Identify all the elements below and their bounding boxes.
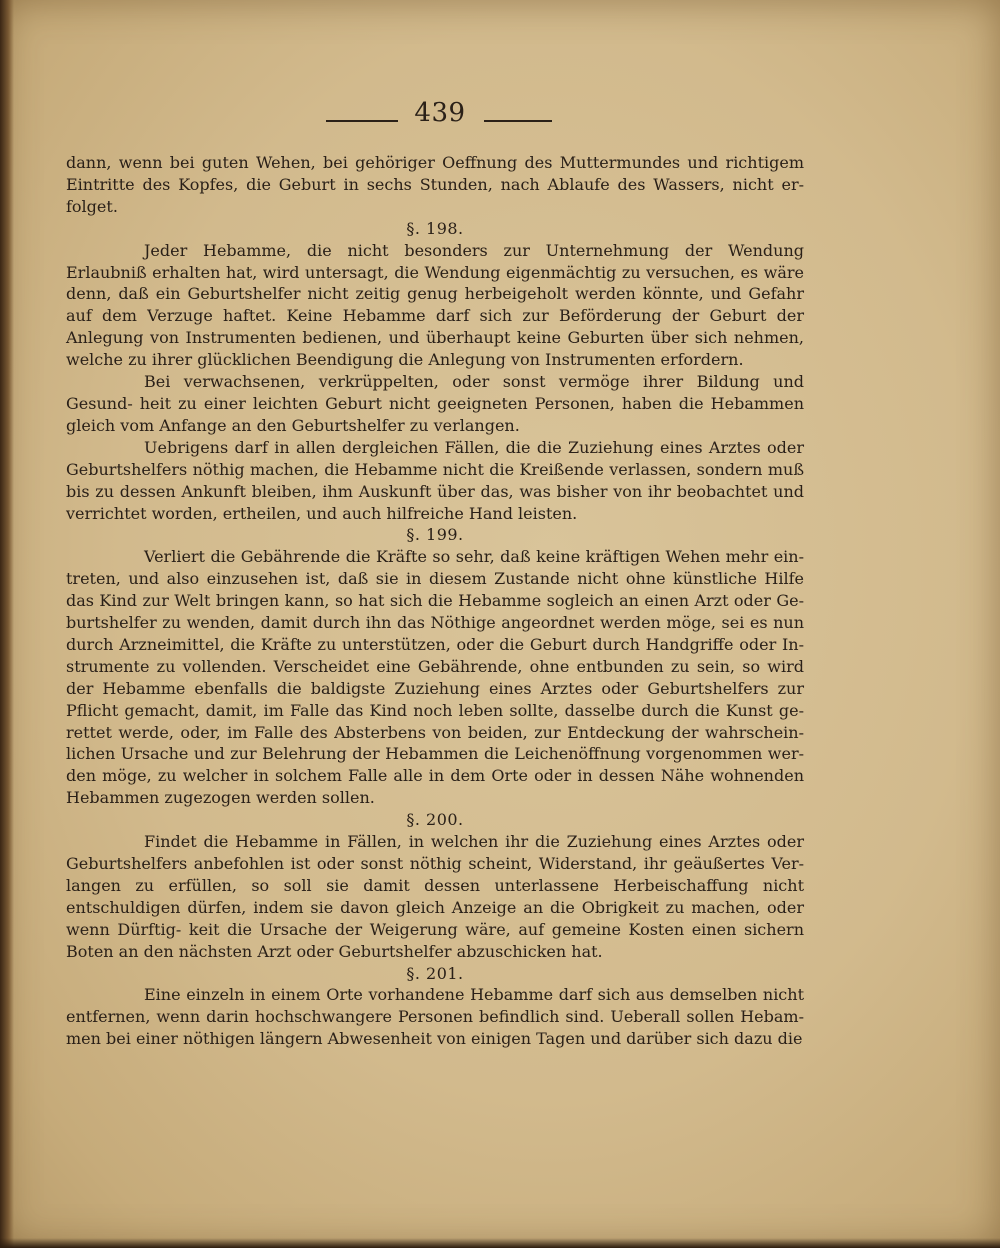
body-text	[66, 152, 804, 1050]
page-bottom-shadow	[0, 1238, 1000, 1248]
paragraph: Verliert die Gebährende die Kräfte so sehr, daß keine kräftigen Wehen mehr ein- treten, und also einzusehen ist, daß sie in diesem Zustande nicht ohne künstliche Hilfe das Kind zur Welt bringen kann, so hat sich die Hebamme sogleich an einen Arzt oder Ge- burtshelfer zu wenden, damit durch ihn das Nöthige angeordnet werden möge, sei es nun durch Arzneimittel, die Kräfte zu unterstützen, oder die Geburt durch Handgriffe oder In- strumente zu vollenden. Verscheidet eine Gebährende, ohne entbunden zu sein, so wird der Hebamme ebenfalls die baldigste Zuziehung eines Arztes oder Geburtshelfers zur Pflicht gemacht, damit, im Falle das Kind noch leben sollte, dasselbe durch die Kunst ge- rettet werde, oder, im Falle des Absterbens von beiden, zur Entdeckung der wahrschein- lichen Ursache und zur Belehrung der Hebammen die Leichenöffnung vorgenommen wer- den möge, zu welcher in solchem Falle alle in dem Orte oder in dessen Nähe wohnenden Hebammen zugezogen werden sollen.	[66, 547, 804, 808]
paragraph: Findet die Hebamme in Fällen, in welchen ihr die Zuziehung eines Arztes oder Geburtshelfers anbefohlen ist oder sonst nöthig scheint, Widerstand, ihr geäußertes Ver- langen zu erfüllen, so soll sie damit dessen unterlassene Herbeischaffung nicht entschuldigen dürfen, indem sie davon gleich Anzeige an die Obrigkeit zu machen, oder wenn Dürftig- keit die Ursache der Weigerung wäre, auf gemeine Kosten einen sichern Boten an den nächsten Arzt oder Geburtshelfer abzuschicken hat.	[66, 832, 804, 961]
section-heading-198: §. 198.	[406, 218, 464, 238]
page-header	[0, 98, 1000, 138]
section-heading-199: §. 199.	[406, 525, 464, 545]
paragraph: Bei verwachsenen, verkrüppelten, oder sonst vermöge ihrer Bildung und Gesund- heit zu einer leichten Geburt nicht geeigneten Personen, haben die Hebammen gleich vom Anfange an den Geburtshelfer zu verlangen.	[66, 372, 804, 435]
page-number: 439	[414, 98, 466, 128]
page-edge-shadow	[0, 0, 14, 1248]
paragraph: Uebrigens darf in allen dergleichen Fällen, die die Zuziehung eines Arztes oder Geburtshelfers nöthig machen, die Hebamme nicht die Kreißende verlassen, sondern muß bis zu dessen Ankunft bleiben, ihm Auskunft über das, was bisher von ihr beobachtet und verrichtet worden, ertheilen, und auch hilfreiche Hand leisten.	[66, 437, 804, 523]
header-rule-right	[484, 120, 552, 122]
paragraph: Jeder Hebamme, die nicht besonders zur Unternehmung der Wendung Erlaubniß erhalten hat, wird untersagt, die Wendung eigenmächtig zu versuchen, es wäre denn, daß ein Geburtshelfer nicht zeitig genug herbeigeholt werden könnte, und Gefahr auf dem Verzuge haftet. Keine Hebamme darf sich zur Beförderung der Geburt der Anlegung von Instrumenten bedienen, und überhaupt keine Geburten über sich nehmen, welche zu ihrer glücklichen Beendigung die Anlegung von Instrumenten erfordern.	[66, 240, 804, 370]
paragraph: Eine einzeln in einem Orte vorhandene Hebamme darf sich aus demselben nicht entfernen, wenn darin hochschwangere Personen befindlich sind. Ueberall sollen Hebam- men bei einer nöthigen längern Abwesenheit von einigen Tagen und darüber sich dazu die	[66, 985, 804, 1049]
paragraph: dann, wenn bei guten Wehen, bei gehöriger Oeffnung des Muttermundes und richtigem Eintritte des Kopfes, die Geburt in sechs Stunden, nach Ablaufe des Wassers, nicht er- folget.	[66, 153, 804, 216]
section-heading-200: §. 200.	[406, 810, 464, 830]
header-rule-left	[326, 120, 398, 122]
section-heading-201: §. 201.	[406, 963, 464, 983]
